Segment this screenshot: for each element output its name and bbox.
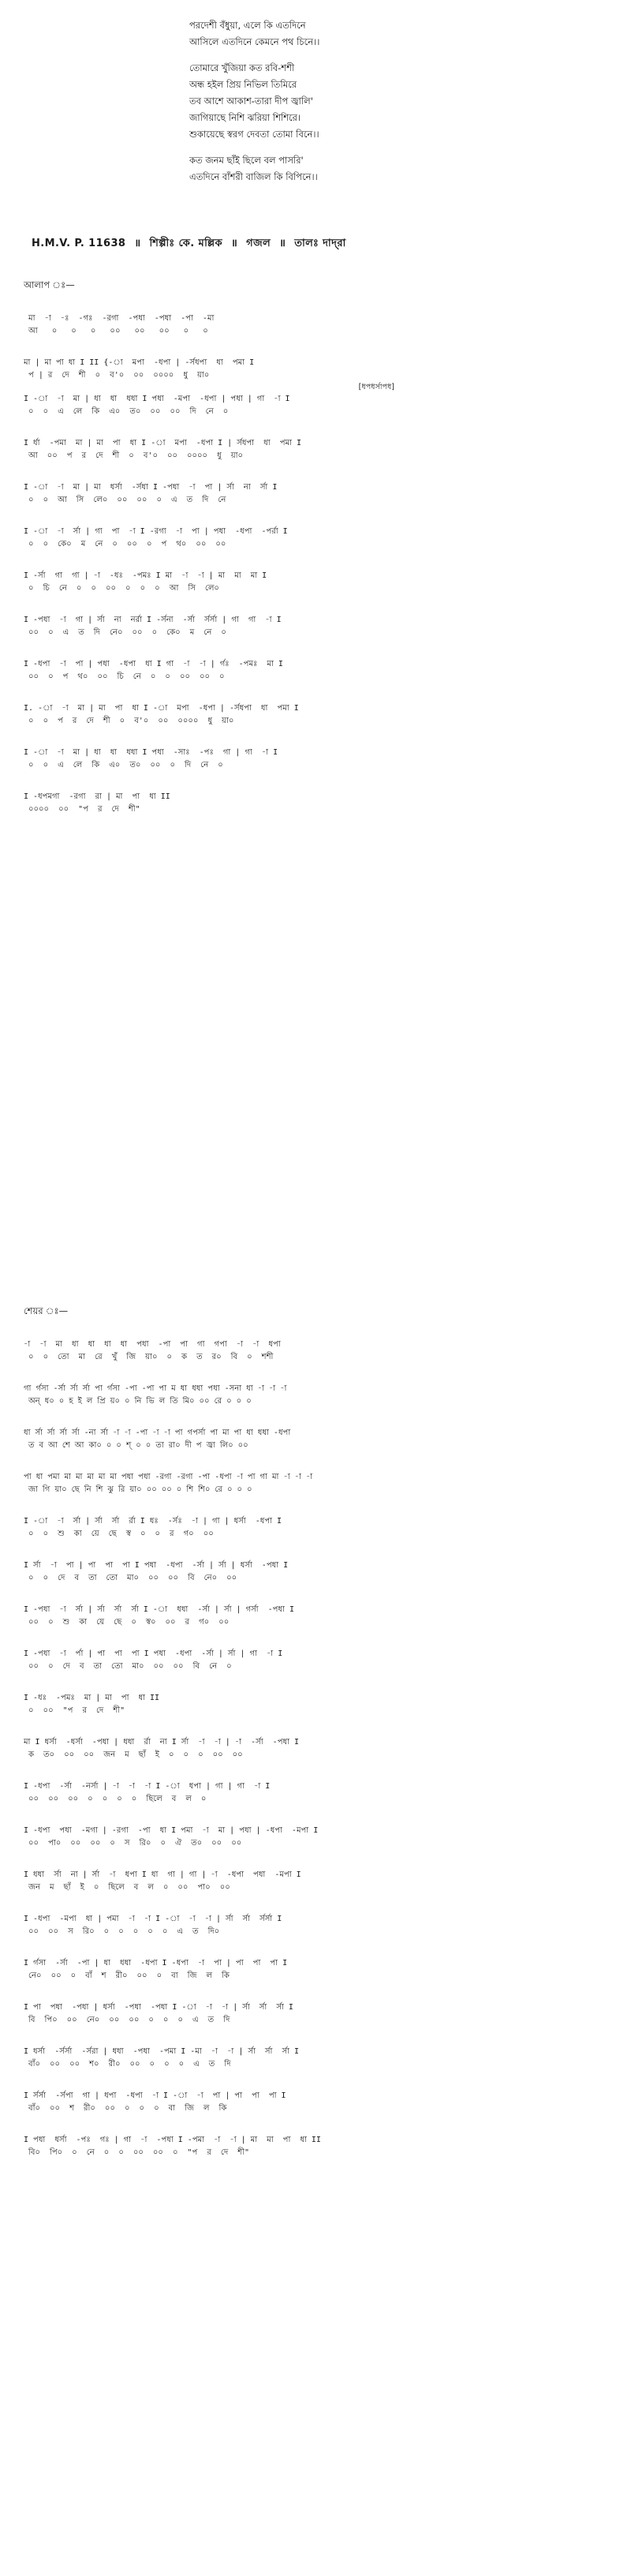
lyric-line: ০০ ০ প থ০ ০০ চি নে ০ ০ ০০ ০০ ০: [24, 672, 225, 681]
notation-row: [24, 1648, 607, 1673]
swara-line: I -ধপা পধা -মগা | -রগা -পা ধা I পমা -া মা | পধা | -ধপা -মপা I: [24, 1826, 319, 1835]
notation-row: [24, 1559, 607, 1585]
notation-row: [24, 1471, 607, 1496]
poem-line: কত জনম ছাঁই ছিলে বল পাসরি': [189, 155, 304, 166]
notation-row: [24, 1383, 607, 1408]
lyric-line: আ ০০ প র দে শী ০ ব'০ ০০ ০০০০ ধু য়া০: [24, 451, 244, 460]
lyric-line: ০ ০ তো মা রে খুঁ জি য়া০ ০ ক ত র০ বি ০ শশী: [24, 1353, 274, 1361]
notation-row: [24, 1913, 607, 1938]
header-separator: ॥: [134, 238, 141, 249]
swara-line: ধা র্সা র্সা র্সা র্সা -না র্সা -া -া -পা -া -া পা গপর্সা পা মা পা ধা ধধা -ধপা: [24, 1428, 291, 1437]
swara-line: I -ধঃ -পমঃ মা | মা পা ধা II: [24, 1694, 160, 1702]
lyric-line: ০ ০ এ লে কি এ০ ত০ ০০ ০০ দি নে ০: [24, 407, 229, 416]
lyric-line: ০ ০ এ লে কি এ০ ত০ ০০ ০ দি নে ০: [24, 761, 223, 769]
notation-row: [24, 1736, 607, 1762]
poem-line: আসিলে এতদিনে কেমনে পথ চিনে।।: [189, 36, 320, 47]
lyric-line: বি পি০ ০০ নে০ ০০ ০০ ০ ০ ০ এ ত দি: [24, 2016, 230, 2024]
notation-row: [24, 526, 607, 551]
swara-line: মা -া -ঃ -গঃ -রগা -পধা -পধা -পা -মা: [24, 314, 215, 323]
swara-line: I ধধা র্সা না | র্সা -া ধপা I ধা গা | গা | -া -ধপা পধা -মপা I: [24, 1870, 301, 1879]
notation-row: [24, 437, 607, 462]
lyric-line: ০ ০০ "প র দে শী": [24, 1706, 125, 1715]
sher-section: [24, 1302, 607, 2159]
poem-line: অন্ধ হইল প্রিয় নিভিল তিমিরে: [189, 79, 297, 90]
poem-line: শুকায়েছে স্বরগ দেবতা তোমা বিনে।।: [189, 129, 319, 140]
lyric-line: ০ ০ আ সি লে০ ০০ ০০ ০ এ ত দি নে: [24, 496, 226, 504]
notation-row: [24, 2090, 607, 2115]
swara-line: I র্গসা -র্সা -পা | ধা ধধা -ধপা I -ধপা -া পা | পা পা পা I: [24, 1959, 288, 1968]
poem-line: এতদিনে বাঁশরী বাজিল কি বিপিনে।।: [189, 171, 318, 182]
notation-row: [24, 481, 607, 507]
lyric-line: অন্‌ ধ০ ০ হ ই ল প্রি য়০ ০ নি ভি ল তি মি০ ০০ রে ০ ০ ০: [24, 1397, 252, 1406]
notation-row: [24, 702, 607, 728]
poem-stanza: [189, 60, 521, 143]
lyric-line: আ ০ ০ ০ ০০ ০০ ০০ ০ ০: [24, 327, 208, 335]
record-number: H.M.V. P. 11638: [32, 238, 126, 249]
lyric-line: বাঁ০ ০০ শ রী০ ০০ ০ ০ ০ বা জি ল কি: [24, 2104, 227, 2113]
swara-line: মা I ধর্সা -ধর্সা -পধা | ধধা র্রা না I র্সা -া -া | -া -র্সা -পধা I: [24, 1738, 300, 1747]
notation-row: [24, 1427, 607, 1452]
swara-line: I -ধপা -মপা ধা | পমা -া -া I -া -া -া | র্সা র্সা র্সর্সা I: [24, 1915, 282, 1923]
swara-line: I ধর্সা -র্সর্সা -র্সরা | ধধা -পধা -পমা I -মা -া -া | র্সা র্সা র্সা I: [24, 2047, 300, 2056]
poem-stanza: [189, 17, 521, 51]
section-heading: শেয়র ঃ—: [24, 1305, 69, 1316]
header-separator: ॥: [230, 238, 238, 249]
swara-line: I -ধপমগা -রগা রা | মা পা ধা II: [24, 792, 170, 801]
swara-line: -া -া মা ধা ধা ধা ধা পধা -পা পা গা গপা -া -া ধপা: [24, 1340, 281, 1349]
lyric-line: ০০ ০ দে ব তা তো মা০ ০০ ০০ বি নে ০: [24, 1662, 232, 1671]
lyric-line: বাঁ০ ০০ ০০ শ০ রী০ ০০ ০ ০ ০ এ ত দি: [24, 2060, 231, 2069]
lyric-line: ০ ০ কে০ ম নে ০ ০০ ০ প থ০ ০০ ০০: [24, 540, 226, 549]
lyric-line: বি০ পি০ ০ নে ০ ০ ০০ ০০ ০ "প র দে শী": [24, 2148, 250, 2157]
swara-line: I -পধা -া র্পা | পা পা পা I পধা -ধপা -র্সা | র্সা | গা -া I: [24, 1649, 283, 1658]
lyric-line: ০ ০ দে ব তা তো মা০ ০০ ০০ বি নে০ ০০: [24, 1574, 237, 1582]
poem-lyrics: [189, 17, 521, 195]
notation-row: [24, 1957, 607, 1983]
swara-line: I -া -া র্সা | গা পা -া I -রগা -া পা | পধা -ধপা -পর্রা I: [24, 527, 288, 536]
swara-line: I পধা ধর্সা -পঃ গঃ | গা -া -পধা I -পমা -া -া | মা মা পা ধা II: [24, 2136, 321, 2144]
swara-line: পা ধা পমা মা মা মা মা মা পধা পধা -রগা -রগা -পা -ধপা -া পা গা মা -া -া -া: [24, 1473, 313, 1481]
swara-line: I র্ধা -পমা মা | মা পা ধা I -া মপা -ধপা I | র্সধপা ধা পমা I: [24, 439, 301, 447]
lyric-line: ০ ০ প র দে শী ০ ব'০ ০০ ০০০০ ধু য়া০: [24, 717, 234, 725]
notation-row: [24, 1692, 607, 1717]
phrase-annotation: [ধপধর্সাপধ]: [358, 383, 394, 391]
lyric-line: ০০ ০০ স রি০ ০ ০ ০ ০ ০ এ ত দি০: [24, 1927, 220, 1936]
lyric-line: জা গি য়া০ ছে নি শি ঝু রি য়া০ ০০ ০০ ০ শি শি০ রে ০ ০ ০: [24, 1485, 252, 1494]
notation-row: [24, 2001, 607, 2027]
lyric-line: ০০০০ ০০ "প র দে শী": [24, 805, 140, 814]
lyric-line: ০০ ০ শু কা য়ে ছে ০ স্ব০ ০০ র গ০ ০০: [24, 1618, 230, 1627]
lyric-line: জন ম ছাঁ ই ০ ছিলে ব ল ০ ০০ পা০ ০০: [24, 1883, 230, 1892]
swara-line: I -ধপা -র্সা -নর্সা | -া -া -া I -া ধপা | গা | গা -া I: [24, 1782, 271, 1791]
notation-row: [24, 570, 607, 595]
notation-row: [24, 393, 607, 418]
lyric-line: ০০ পা০ ০০ ০০ ০ স রি০ ০ ঐ ত০ ০০ ০০: [24, 1839, 242, 1848]
notation-row: [24, 1869, 607, 1894]
tala-label: তালঃ দাদ্‌রা: [294, 238, 346, 249]
notation-row: [24, 658, 607, 683]
poem-line: জাগিয়াছে নিশি ঝরিয়া শিশিরে।: [189, 112, 301, 123]
header-separator: ॥: [279, 238, 286, 249]
notation-row: [24, 1780, 607, 1806]
notation-row: [24, 614, 607, 639]
swara-line: গা র্গসা -র্সা র্সা র্সা পা র্গসা -পা -পা পা ম ধা ধধা পধা -সনা ধা -া -া -া: [24, 1384, 287, 1393]
swara-line: I -া -া র্সা | র্সা র্সা র্রা I ধঃ -র্সঃ -া | গা | ধর্সা -ধপা I: [24, 1517, 282, 1526]
notation-row: [24, 1515, 607, 1541]
swara-line: I র্সা -া পা | পা পা পা I পধা -ধপা -র্সা | র্সা | ধর্সা -পধা I: [24, 1561, 289, 1570]
notation-row: [24, 1604, 607, 1629]
swara-line: I -ধপা -া পা | পধা -ধপা ধা I গা -া -া | র্গঃ -পমঃ মা I: [24, 660, 283, 668]
swara-line: I -া -া মা | ধা ধা ধধা I পধা -মপা -ধপা | পধা | গা -া I: [24, 395, 290, 403]
poem-line: পরদেশী বঁধুয়া, এলে কি এতদিনে: [189, 20, 306, 31]
swara-line: I -া -া মা | ধা ধা ধধা I পধা -সাঃ -পঃ গা | গা -া I: [24, 748, 278, 757]
notation-row: [24, 791, 607, 816]
notation-row: [24, 2134, 607, 2159]
swara-line: I -র্সা গা গা | -া -ধঃ -পমঃ I মা -া -া | মা মা মা I: [24, 571, 267, 580]
record-header: [32, 235, 599, 253]
section-heading: আলাপ ঃ—: [24, 279, 75, 290]
notation-row: [24, 1339, 607, 1364]
poem-stanza: [189, 152, 521, 185]
lyric-line: প | র দে শী ০ ব'০ ০০ ০০০০ ধু য়া০: [24, 371, 210, 380]
notation-row: [24, 747, 607, 772]
poem-line: তোমারে খুঁজিয়া কত রবি-শশী: [189, 62, 295, 73]
singer-credit: শিল্পীঃ কে. মল্লিক: [149, 238, 223, 249]
swara-line: মা | মা পা ধা I II {-া মপা -ধপা | -র্সধপা ধা পমা I: [24, 358, 255, 367]
notation-row: [24, 313, 607, 338]
notation-row: [24, 1825, 607, 1850]
swara-line: I র্সর্সা -র্সপা গা | ধপা -ধপা -া I -া -া পা | পা পা পা I: [24, 2091, 286, 2100]
lyric-line: নে০ ০০ ০ বাঁ শ রী০ ০০ ০ বা জি ল কি: [24, 1971, 230, 1980]
notation-row: [24, 357, 607, 382]
lyric-line: ০ ০ শু কা য়ে ছে স্ব ০ ০ র গ০ ০০: [24, 1530, 214, 1538]
swara-line: I পা পধা -পধা | ধর্সা -পধা -পধা I -া -া -া | র্সা র্সা র্সা I: [24, 2003, 293, 2012]
swara-line: I -া -া মা | মা ধর্সা -র্সধা I -পধা -া পা | র্সা না র্সা I: [24, 483, 278, 492]
poem-line: তব আশে আকাশ-তারা দীপ জ্বালি': [189, 95, 313, 107]
lyric-line: ০০ ০ এ ত দি নে০ ০০ ০ কে০ ম নে ০: [24, 628, 226, 637]
swara-line: I. -া -া মা | মা পা ধা I -া মপা -ধপা | -র্সধপা ধা পমা I: [24, 704, 299, 713]
swara-line: I -পধা -া র্সা | র্সা র্সা র্সা I -া ধধা -র্সা | র্সা | গর্সা -পধা I: [24, 1605, 294, 1614]
lyric-line: ০ চি নে ০ ০ ০০ ০ ০ ০ আ সি লে০: [24, 584, 219, 593]
alap-section: [24, 276, 607, 816]
lyric-line: ক ত০ ০০ ০০ জন ম ছাঁ ই ০ ০ ০ ০০ ০০: [24, 1750, 243, 1759]
swara-line: I -পধা -া গা | র্সা না নর্রা I -র্সনা -র্সা র্সর্সা | গা গা -া I: [24, 616, 282, 624]
notation-row: [24, 2046, 607, 2071]
genre-label: গজল: [246, 238, 271, 249]
lyric-line: ত ব আ শে আ কা০ ০ ০ শ্‌ ০ ০ তা রা০ দী প জ্বা লি০ ০০: [24, 1441, 248, 1450]
lyric-line: ০০ ০০ ০০ ০ ০ ০ ০ ছিলে ব ল ০: [24, 1795, 207, 1803]
